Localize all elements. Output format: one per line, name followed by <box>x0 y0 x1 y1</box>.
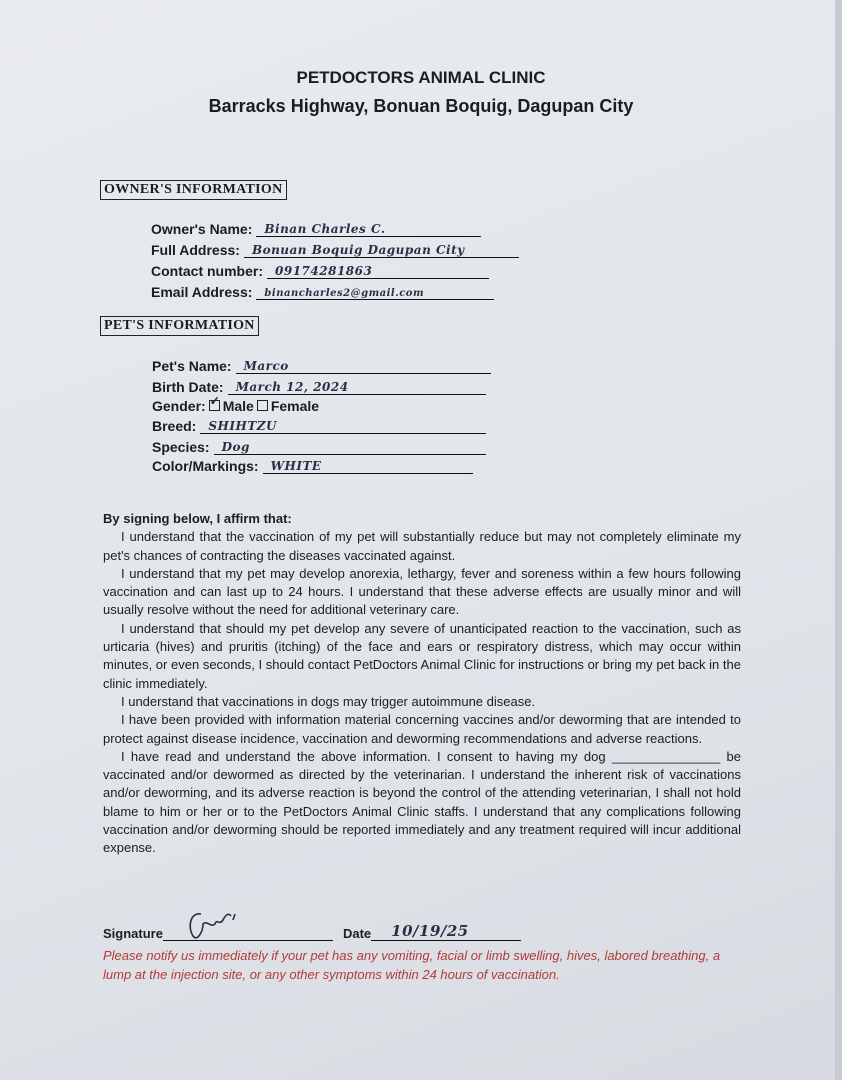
field-value: March 12, 2024 <box>235 380 349 394</box>
gender-row <box>152 398 319 414</box>
field-label: Email Address: <box>151 284 253 300</box>
field-label: Contact number: <box>151 263 263 279</box>
affirmation-paragraph: I understand that my pet may develop anorexia, lethargy, fever and soreness within a few hours following vaccination and can last up to 24 hours. I understand that these adverse effects are usually minor and will usually resolve without the need for additional veterinary care. <box>103 565 741 618</box>
field-value: Bonuan Boquig Dagupan City <box>251 243 465 257</box>
owner-section-heading: OWNER'S INFORMATION <box>100 180 287 200</box>
male-label: Male <box>222 398 254 414</box>
male-checkbox[interactable] <box>209 400 220 411</box>
field-label: Species: <box>152 439 210 455</box>
field-label: Owner's Name: <box>151 221 253 237</box>
pet-name-row <box>152 357 491 374</box>
signature-mark <box>173 906 263 946</box>
affirmation-text <box>103 510 741 858</box>
field-value: Marco <box>243 359 289 373</box>
field-label: Color/Markings: <box>152 458 259 474</box>
owner-name-row <box>151 220 481 237</box>
field-value: WHITE <box>270 459 322 473</box>
affirmation-paragraph: I understand that the vaccination of my pet will substantially reduce but may not completely eliminate my pet's chances of contracting the diseases vaccinated against. <box>103 529 741 563</box>
affirmation-paragraph: I understand that should my pet develop any severe of unanticipated reaction to the vaccination, such as urticaria (hives) and pruritis (itching) of the face and ears or respiratory distress, which may occur within minutes, or even seconds, I should contact PetDoctors Animal Clinic for instructions or bring my pet back in the clinic immediately. <box>103 620 741 691</box>
affirmation-paragraph: I understand that vaccinations in dogs may trigger autoimmune disease. <box>121 693 536 709</box>
field-value: Binan Charles C. <box>264 222 386 236</box>
field-label: Birth Date: <box>152 379 224 395</box>
field-label: Gender: <box>152 398 206 414</box>
date-label: Date <box>342 926 372 941</box>
field-value: binancharles2@gmail.com <box>264 288 425 299</box>
species-field[interactable] <box>214 438 486 455</box>
date-value: 10/19/25 <box>391 922 469 940</box>
color-field[interactable] <box>263 457 473 474</box>
address-row <box>151 241 519 258</box>
signature-row <box>103 910 521 941</box>
breed-row <box>152 417 486 434</box>
field-value: Dog <box>221 440 250 454</box>
contact-row <box>151 262 489 279</box>
birth-date-row <box>152 378 486 395</box>
field-value: 09174281863 <box>275 264 373 278</box>
clinic-address: Barracks Highway, Bonuan Boquig, Dagupan City <box>208 96 634 116</box>
breed-field[interactable] <box>200 417 486 434</box>
birth-date-field[interactable] <box>228 378 486 395</box>
field-label: Pet's Name: <box>152 358 232 374</box>
email-row <box>151 283 494 300</box>
field-label: Full Address: <box>151 242 240 258</box>
affirmation-lead: By signing below, I affirm that: <box>103 511 292 526</box>
email-field[interactable] <box>256 283 494 300</box>
pet-name-field[interactable] <box>236 357 491 374</box>
affirmation-paragraph: I have been provided with information material concerning vaccines and/or deworming that are intended to protect against disease incidence, vaccination and deworming recommendations and adverse reactions. <box>103 712 741 746</box>
species-row <box>152 438 486 455</box>
signature-label: Signature <box>103 926 163 941</box>
date-field[interactable] <box>371 920 521 941</box>
pet-section-heading: PET'S INFORMATION <box>100 316 259 336</box>
signature-field[interactable] <box>163 910 333 941</box>
clinic-name: PETDOCTORS ANIMAL CLINIC <box>296 68 546 87</box>
field-value: SHIHTZU <box>208 419 277 433</box>
color-row <box>152 457 473 474</box>
owner-name-field[interactable] <box>256 220 481 237</box>
female-checkbox[interactable] <box>257 400 268 411</box>
female-label: Female <box>270 398 320 414</box>
field-label: Breed: <box>152 418 197 434</box>
affirmation-paragraph: I have read and understand the above information. I consent to having my dog _______________ be vaccinated and/or dewormed as directed by the veterinarian. I understand the inherent risk of vaccinations and/or deworming, and its adverse reaction is beyond the control of the attending veterinarian, I shall not hold blame to him or her or to the PetDoctors Animal Clinic staffs. I understand that any complications following vaccination and/or deworming should be reported immediately and any treatment required will incur additional expense. <box>103 748 741 856</box>
paper-edge <box>835 0 842 1080</box>
post-vaccination-notice: Please notify us immediately if your pet has any vomiting, facial or limb swelling, hives, labored breathing, a lump at the injection site, or any other symptoms within 24 hours of vaccination. <box>103 948 721 982</box>
address-field[interactable] <box>244 241 519 258</box>
contact-field[interactable] <box>267 262 489 279</box>
